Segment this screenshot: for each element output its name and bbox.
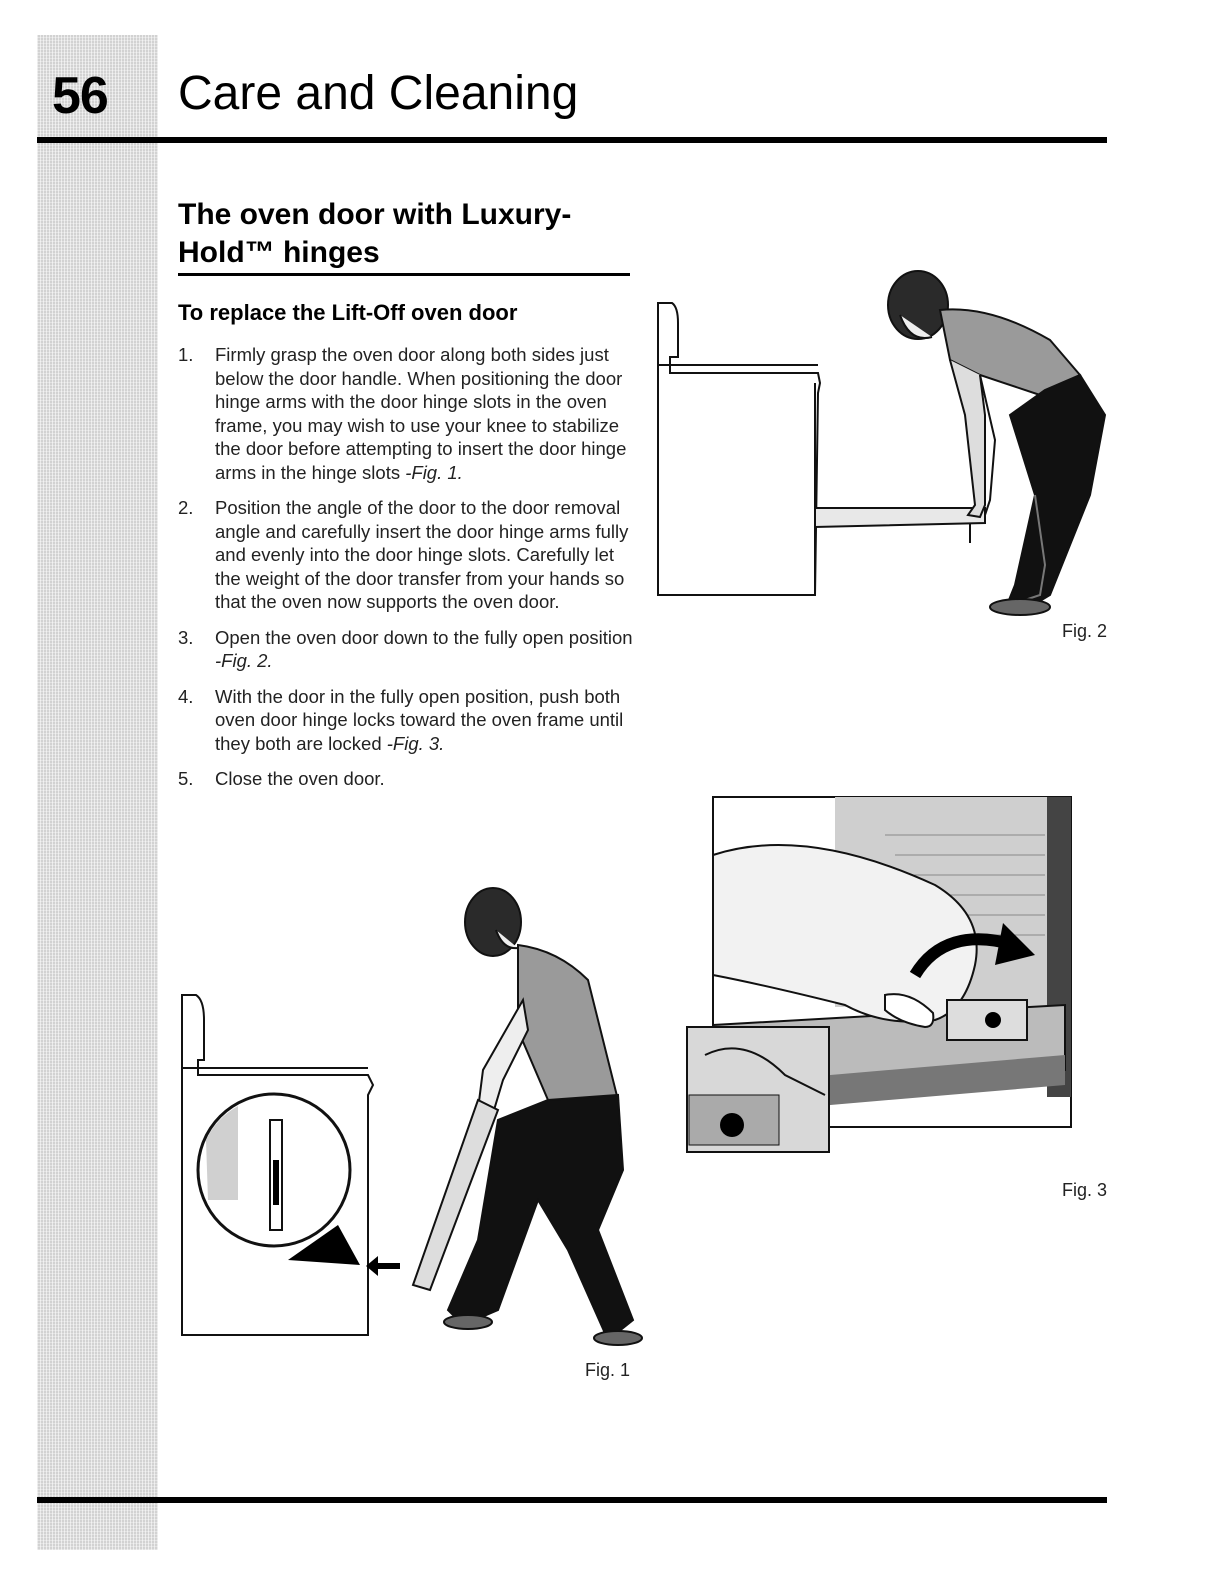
figure-1-caption: Fig. 1 (585, 1360, 631, 1380)
step-number: 2. (178, 497, 194, 518)
step-item (178, 626, 638, 673)
step-item (178, 343, 638, 484)
step-number: 5. (178, 768, 194, 789)
steps-list (178, 343, 638, 803)
side-band (37, 35, 158, 1550)
header-rule (37, 137, 1107, 143)
step-text: Open the oven door down to the fully open position (215, 626, 633, 648)
step-text: Close the oven door. (215, 768, 385, 789)
figure-reference: -Fig. 2. (215, 650, 273, 671)
step-number: 1. (178, 344, 194, 365)
section-rule (178, 273, 630, 276)
step-number: 4. (178, 685, 194, 707)
step-item (178, 496, 638, 614)
footer-rule (37, 1497, 1107, 1503)
figure-3-illustration (685, 795, 1075, 1155)
figure-reference: -Fig. 1. (405, 461, 463, 483)
step-item (178, 685, 638, 756)
page-number: 56 (52, 67, 108, 125)
step-text: With the door in the fully open position, push both oven door hinge locks toward the oven frame until they both are locked (215, 685, 624, 754)
figure-2-illustration (650, 265, 1110, 625)
subsection-title: To replace the Lift-Off oven door (178, 300, 518, 325)
step-text: Position the angle of the door to the door removal angle and carefully insert the door hinge arms fully and evenly into the door hinge slots. Carefully let the weight of the door transfer from your hands so that the oven now supports the oven door. (215, 497, 629, 612)
figure-reference: -Fig. 3. (386, 732, 445, 754)
step-item (178, 767, 638, 791)
figure-1-illustration (178, 870, 648, 1350)
figure-3-caption: Fig. 3 (1062, 1180, 1108, 1200)
step-text: Firmly grasp the oven door along both sides just below the door handle. When positioning the door hinge arms with the door hinge slots in the oven frame, you may wish to use your knee to stabilize the door before attempting to insert the door hinge arms in the hinge slots (215, 344, 627, 483)
step-number: 3. (178, 626, 194, 648)
section-title: The oven door with Luxury-Hold™ hinges (178, 198, 572, 269)
figure-2-caption: Fig. 2 (1062, 621, 1108, 641)
chapter-title: Care and Cleaning (178, 67, 579, 120)
